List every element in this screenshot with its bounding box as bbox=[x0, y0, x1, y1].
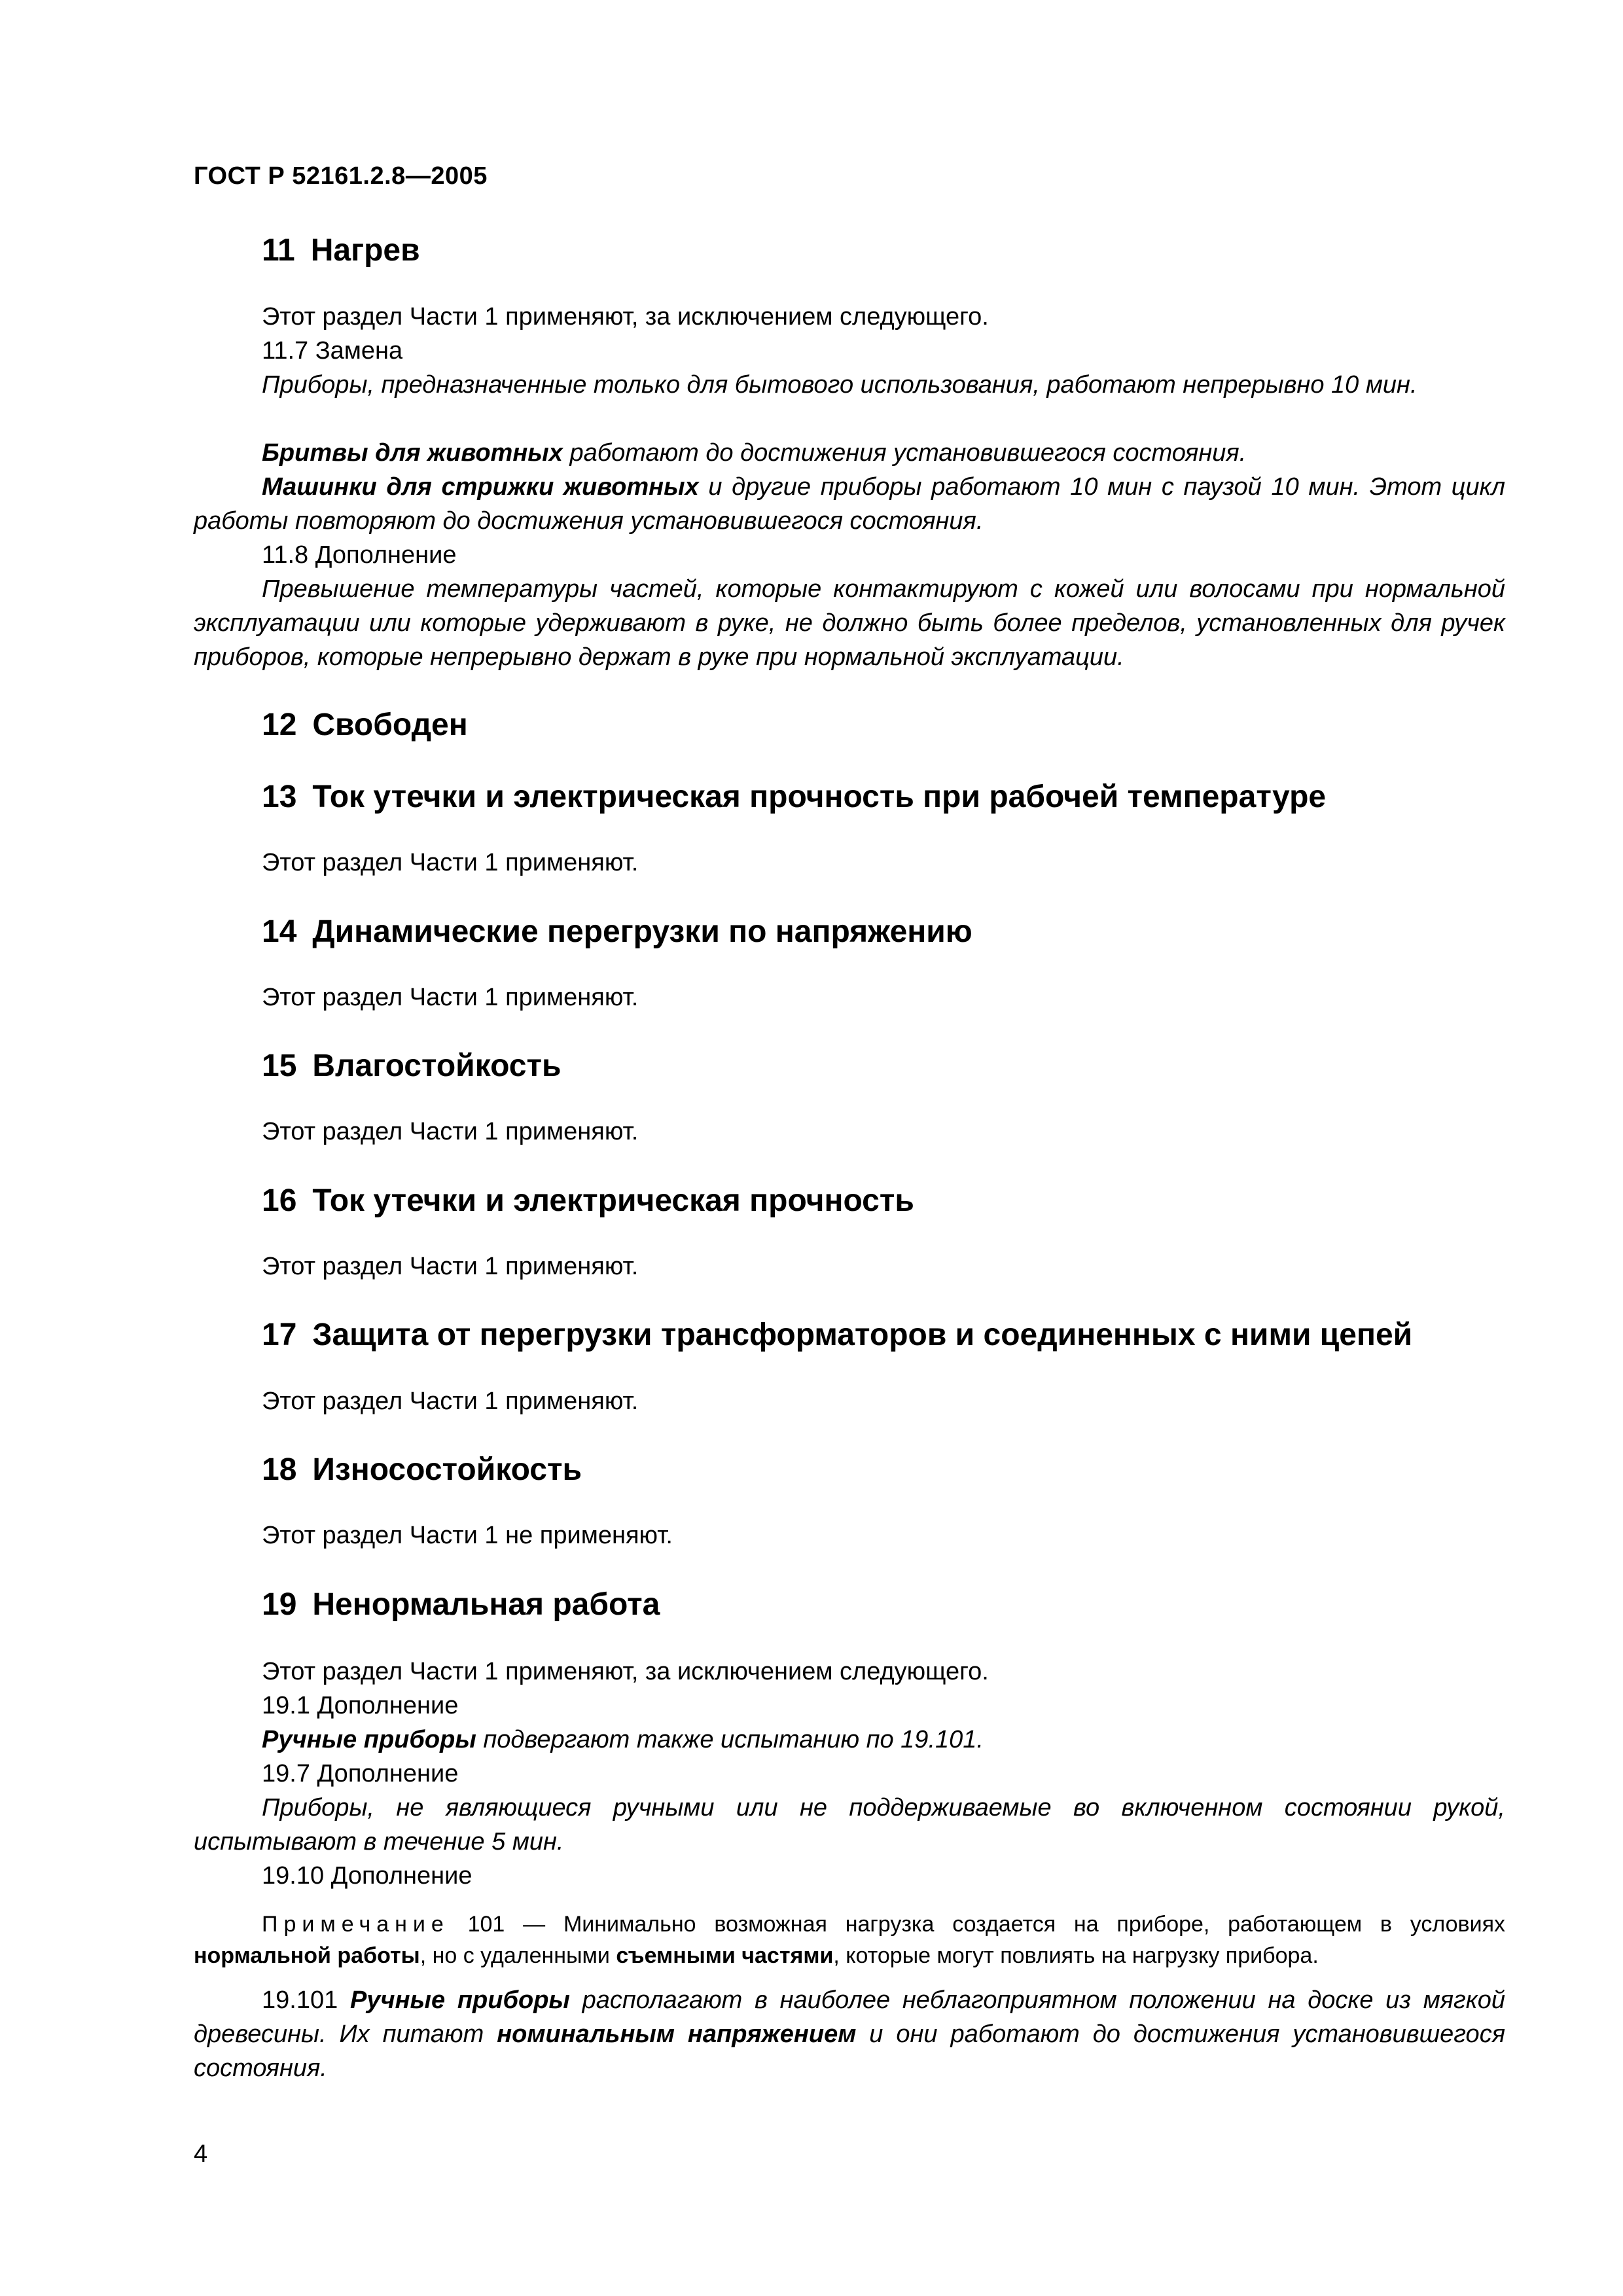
paragraph: Этот раздел Части 1 применяют. bbox=[262, 984, 639, 1011]
text: и они работают до достижения установившегося состояния. bbox=[194, 2020, 1505, 2082]
paragraph bbox=[194, 470, 1505, 538]
section-title: Динамические перегрузки по напряжению bbox=[312, 914, 972, 949]
clause-label: 19.1 Дополнение bbox=[262, 1692, 459, 1719]
paragraph: Этот раздел Части 1 не применяют. bbox=[262, 1522, 673, 1549]
text: располагают в наиболее неблагоприятном положении на доске из мягкой древесины. Их питают bbox=[194, 1986, 1505, 2048]
clause-label: 19.7 Дополнение bbox=[262, 1760, 459, 1787]
paragraph bbox=[194, 1983, 1505, 2085]
section-12-heading bbox=[262, 707, 468, 743]
paragraph: Превышение температуры частей, которые контактируют с кожей или волосами при нормальной эксплуатации или которые удерживают в руке, не должно быть более пределов, установленных для ручек приборов, которые непрерывно держат в руке при нормальной эксплуатации. bbox=[194, 575, 1505, 671]
section-13-heading bbox=[262, 779, 1326, 815]
paragraph: Этот раздел Части 1 применяют, за исключением следующего. bbox=[262, 303, 989, 331]
paragraph: Этот раздел Части 1 применяют, за исключением следующего. bbox=[262, 1658, 989, 1685]
term: нормальной работы bbox=[194, 1943, 420, 1968]
section-17-heading bbox=[262, 1317, 1412, 1353]
section-number: 11 bbox=[262, 233, 295, 268]
section-19-heading bbox=[262, 1587, 660, 1623]
section-16-heading bbox=[262, 1183, 914, 1219]
paragraph: Этот раздел Части 1 применяют. bbox=[262, 1118, 639, 1145]
paragraph: Приборы, не являющиеся ручными или не поддерживаемые во включенном состоянии рукой, испытывают в течение 5 мин. bbox=[194, 1794, 1505, 1856]
section-18-heading bbox=[262, 1452, 582, 1488]
section-number: 18 bbox=[262, 1452, 297, 1487]
term: Ручные приборы bbox=[349, 1986, 570, 2014]
paragraph bbox=[194, 1723, 1505, 1757]
paragraph: Этот раздел Части 1 применяют. bbox=[262, 1253, 639, 1280]
section-15-heading bbox=[262, 1048, 561, 1084]
term: съемными частями bbox=[616, 1943, 834, 1968]
term: Ручные приборы bbox=[262, 1726, 476, 1753]
term: Бритвы для животных bbox=[262, 439, 563, 467]
term: Машинки для стрижки животных bbox=[262, 473, 699, 501]
section-14-heading bbox=[262, 914, 972, 950]
term: номинальным напряжением bbox=[497, 2020, 857, 2048]
section-title: Ток утечки и электрическая прочность при рабочей температуре bbox=[312, 780, 1327, 814]
paragraph: Этот раздел Части 1 применяют. bbox=[262, 1388, 639, 1415]
clause-label: 11.8 Дополнение bbox=[262, 541, 457, 569]
text: работают до достижения установившегося состояния. bbox=[562, 439, 1247, 467]
document-page bbox=[194, 0, 1505, 2296]
section-title: Свободен bbox=[312, 708, 468, 742]
text: , но с удаленными bbox=[419, 1943, 616, 1968]
text: , которые могут повлиять на нагрузку прибора. bbox=[833, 1943, 1319, 1968]
section-title: Ненормальная работа bbox=[312, 1587, 660, 1622]
clause-label: 19.10 Дополнение bbox=[262, 1862, 473, 1890]
section-title: Защита от перегрузки трансформаторов и соединенных с ними цепей bbox=[312, 1318, 1413, 1352]
text: и другие приборы работают 10 мин с паузой 10 мин. Этот цикл работы повторяют до достижения установившегося состояния. bbox=[194, 473, 1505, 535]
section-title: Износостойкость bbox=[312, 1452, 582, 1487]
page-number: 4 bbox=[194, 2140, 208, 2168]
paragraph: Этот раздел Части 1 применяют. bbox=[262, 849, 639, 876]
document-code: ГОСТ Р 52161.2.8—2005 bbox=[194, 162, 488, 190]
note-label: Примечание bbox=[262, 1912, 450, 1937]
section-number: 19 bbox=[262, 1587, 297, 1622]
section-number: 15 bbox=[262, 1049, 297, 1083]
note bbox=[194, 1909, 1505, 1971]
paragraph: Приборы, предназначенные только для бытового использования, работают непрерывно 10 мин. bbox=[262, 371, 1418, 399]
section-title: Нагрев bbox=[310, 233, 420, 268]
section-title: Ток утечки и электрическая прочность bbox=[312, 1183, 914, 1218]
section-number: 13 bbox=[262, 780, 297, 814]
section-title: Влагостойкость bbox=[312, 1049, 562, 1083]
section-number: 16 bbox=[262, 1183, 297, 1218]
paragraph bbox=[194, 436, 1505, 470]
clause-label: 11.7 Замена bbox=[262, 337, 403, 365]
section-number: 17 bbox=[262, 1318, 297, 1352]
section-number: 12 bbox=[262, 708, 297, 742]
section-number: 14 bbox=[262, 914, 297, 949]
text: подвергают также испытанию по 19.101. bbox=[476, 1726, 984, 1753]
text: 101 — Минимально возможная нагрузка создается на приборе, работающем в условиях bbox=[449, 1912, 1505, 1937]
section-11-heading bbox=[262, 232, 420, 268]
clause-number: 19.101 bbox=[262, 1986, 350, 2014]
